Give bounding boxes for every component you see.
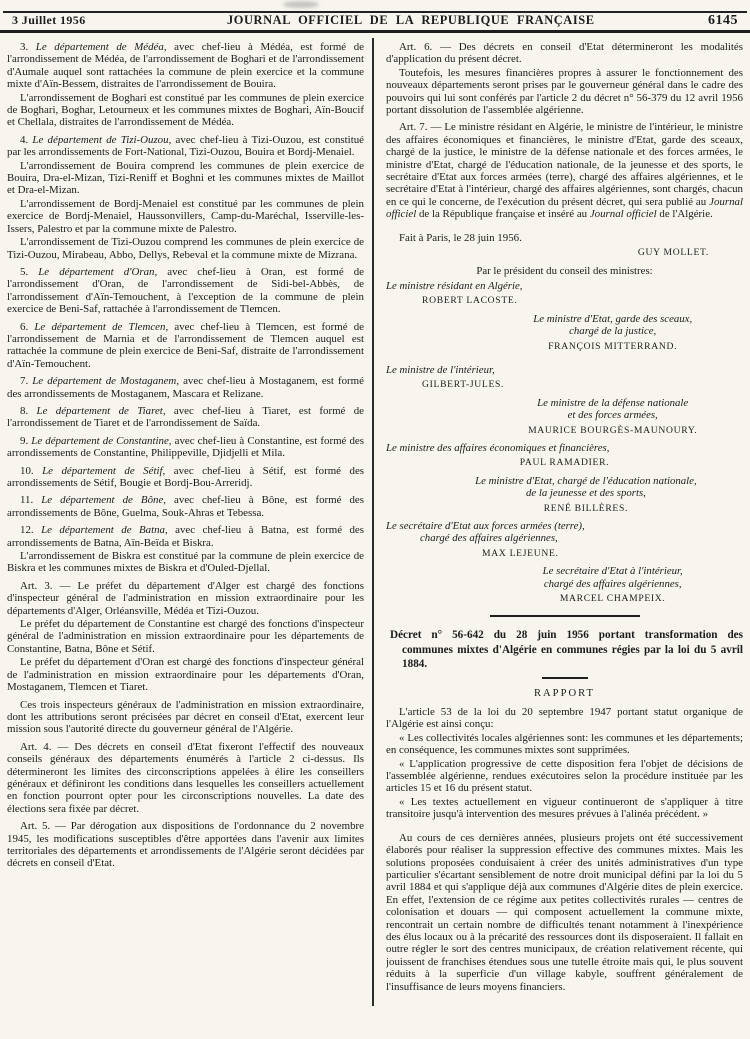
paragraph: L'arrondissement de Tizi-Ouzou comprend les communes de plein exercice de Tizi-Ouzou, Mirabeau, Abbo, Dellys, Rebeval et la commune mixte de Mizrana. [7, 236, 364, 261]
paragraph: Art. 7. — Le ministre résidant en Algérie, le ministre de l'intérieur, le ministre des affaires économiques et financières, le ministre d'Etat, garde des sceaux, chargé de la justice, le ministre de la défense nationale et des forces armées, le ministre d'Etat, chargé de l'éducation nationale, de la jeunesse et des sports, le secrétaire d'Etat aux forces armées (terre), chargé des affaires algériennes, et le secrétaire d'Etat à l'intérieur, chargé des affaires algériennes, sont chargés, chacun en ce qui le concerne, de l'exécution du présent décret, qui sera publié au Journal officiel de la République française et inséré au Journal officiel de l'Algérie. [386, 121, 743, 221]
paragraph: « Les textes actuellement en vigueur continueront de s'appliquer à titre transitoire jusqu'à intervention des mesures prévues à l'alinéa précédent. » [386, 795, 743, 821]
header-bottom-rule [0, 30, 750, 33]
paragraph: « Les collectivités locales algériennes sont: les communes et les départements; en conséquence, les communes mixtes sont supprimées. [386, 731, 743, 757]
paragraph: L'arrondissement de Biskra est constitué par la commune de plein exercice de Biskra et les communes mixtes de Biskra et d'Ouled-Djellal. [7, 550, 364, 575]
paragraph: L'arrondissement de Bouira comprend les communes de plein exercice de Bouira, Dra-el-Mizan, Tizi-Reniff et Boghni et les communes mixtes de Maillot et Dra-el-Mizan. [7, 159, 364, 197]
column-divider [372, 38, 374, 1006]
paragraph: 10. Le département de Sétif, avec chef-lieu à Sétif, est formé des arrondissements de Sétif, Bougie et Bordj-Bou-Arreridj. [7, 464, 364, 489]
paragraph: 4. Le département de Tizi-Ouzou, avec chef-lieu à Tizi-Ouzou, est constitué par les arrondissements de Fort-National, Tizi-Ouzou, Bouira et Bordj-Menaiel. [7, 133, 364, 159]
paragraph: Ces trois inspecteurs généraux de l'administration en mission extraordinaire, dont les attributions seront précisées par décret en conseil d'Etat, exercent leur mission sous l'autorité directe du gouverneur général de l'Algérie. [7, 698, 364, 736]
signature-name: FRANÇOIS MITTERRAND. [548, 340, 678, 352]
issue-date: 3 Juillet 1956 [12, 13, 86, 27]
signature-name: ROBERT LACOSTE. [422, 295, 518, 307]
paragraph: Art. 3. — Le préfet du département d'Alger est chargé des fonctions d'inspecteur général de l'administration en mission extraordinaire pour les départements d'Alger, Orléansville, Médéa et Tizi-Ouzou. [7, 579, 364, 617]
signature-name: GUY MOLLET. [637, 247, 709, 259]
section-rule [490, 615, 640, 617]
journal-title: JOURNAL OFFICIEL DE LA REPUBLIQUE FRANÇAISE [226, 13, 595, 27]
paragraph: L'arrondissement de Bordj-Menaiel est constitué par les communes de plein exercice de Bordj-Menaiel, Haussonvillers, Camp-du-Maréchal, Isserville-les-Issers, Palestro et par la commune mixte de Palestro. [7, 197, 364, 235]
section-rule [542, 677, 588, 679]
paragraph: Le préfet du département d'Oran est chargé des fonctions d'inspecteur général de l'administration en mission extraordinaire pour les départements d'Oran, Mostaganem, Tlemcen et Tiaret. [7, 656, 364, 694]
right-column [386, 40, 743, 1036]
signature-name: PAUL RAMADIER. [519, 457, 610, 469]
paragraph: 3. Le département de Médéa, avec chef-lieu à Médéa, est formé de l'arrondissement de Médéa, de l'arrondissement de Boghari et de l'arrondissement d'Aumale auquel sont rattachées la commune de plein exercice et la commune mixte d'Aïn-Bessem, distraites de l'arrondissement de Bouira. [7, 41, 364, 91]
signature-title: Le ministre résidant en Algérie, [386, 279, 523, 292]
signature-title: Le ministre d'Etat, garde des sceaux, chargé de la justice, [533, 312, 693, 338]
paragraph: Art. 4. — Des décrets en conseil d'Etat fixeront l'effectif des nouveaux conseils généraux des départements énumérés à l'article 2 ci-dessus. Ils détermineront les limites des circonscriptions appelées à élire les conseillers généraux et définiront les conditions dans lesquelles les conseillers actuellement en fonction pourront opter pour les circonscriptions nouvelles. La date des élections sera fixée par décret. [7, 740, 364, 815]
section-heading: RAPPORT [533, 688, 596, 700]
signature-name: RENÉ BILLÈRES. [543, 502, 629, 514]
paragraph: Toutefois, les mesures financières propres à assurer le fonctionnement des nouveaux départements seront prises par le gouverneur général dans le cadre des pouvoirs qui lui sont conférés par l'article 2 du décret n° 56-379 du 12 avril 1956 portant dissolution de l'assemblée algérienne. [386, 66, 743, 117]
paragraph: Au cours de ces dernières années, plusieurs projets ont été successivement élaborés pour réaliser la suppression effective des communes mixtes. Mais les solutions proposées conduisaient à créer des unités administratives d'un type particulier s'écartant sensiblement de notre droit municipal défini par la loi du 5 avril 1884 et qui s'applique déjà aux communes d'Algérie dites de plein exercice. En effet, l'extension de ce régime aux petites collectivités rurales — centres de colonisation et douars — qui composent actuellement la commune mixte, rencontrait un certain nombre de difficultés tenant notamment à l'inexpérience des élus locaux ou à la précarité des ressources dont ils disposeraient. Il fallait en outre régler le sort des centres municipaux, de création relativement récente, qui jouissent de franchises étendues sous une tutelle étroite mais qui, le plus souvent réduits à la superficie d'un village kabyle, souffrent généralement de l'insuffisance de leurs moyens financiers. [386, 831, 743, 993]
signature-title: Le ministre des affaires économiques et financières, [386, 441, 610, 454]
signature-title: Par le président du conseil des ministres: [476, 264, 653, 277]
signature-title: Le secrétaire d'Etat à l'intérieur, chargé des affaires algériennes, [542, 565, 683, 590]
paragraph: L'arrondissement de Boghari est constitué par les communes de plein exercice de Boghari, Boghar, Letourneux et les communes mixtes de Boghari, Aïn-Boucif et Chellala, distraites de l'arrondissement de Médéa. [7, 91, 364, 129]
paragraph: 12. Le département de Batna, avec chef-lieu à Batna, est formé des arrondissements de Batna, Aïn-Beïda et Biskra. [7, 524, 364, 549]
signature-title: Le ministre d'Etat, chargé de l'éducation nationale, de la jeunesse et des sports, [475, 474, 697, 500]
decree-heading: Décret n° 56-642 du 28 juin 1956 portant transformation des communes mixtes d'Algérie en communes régies par la loi du 5 avril 1884. [390, 629, 743, 670]
paragraph: 11. Le département de Bône, avec chef-lieu à Bône, est formé des arrondissements de Bône, Guelma, Souk-Ahras et Tebessa. [7, 494, 364, 519]
left-column [7, 40, 364, 1036]
scan-artifact [283, 1, 319, 8]
paragraph: Fait à Paris, le 28 juin 1956. [399, 231, 522, 244]
signature-name: GILBERT-JULES. [422, 379, 505, 391]
paragraph: « L'application progressive de cette disposition fera l'objet de décisions de l'assemblée algérienne, rendues exécutoires selon la procédure instituée par les articles 15 et 16 du présent statut. [386, 757, 743, 795]
signature-name: MAX LEJEUNE. [482, 547, 559, 559]
signature-name: MAURICE BOURGÈS-MAUNOURY. [528, 424, 698, 436]
paragraph: 8. Le département de Tiaret, avec chef-lieu à Tiaret, est formé de l'arrondissement de Tiaret et de l'arrondissement de Saïda. [7, 404, 364, 430]
signature-title: Le ministre de l'intérieur, [386, 363, 495, 376]
paragraph: Le préfet du département de Constantine est chargé des fonctions d'inspecteur général de l'administration en mission extraordinaire pour les départements de Constantine, Batna, Bône et Sétif. [7, 618, 364, 655]
signature-title: Le secrétaire d'Etat aux forces armées (terre), chargé des affaires algériennes, [386, 520, 585, 545]
signature-name: MARCEL CHAMPEIX. [559, 593, 666, 605]
paragraph: 5. Le département d'Oran, avec chef-lieu à Oran, est formé de l'arrondissement d'Oran, de l'arrondissement de Sidi-bel-Abbès, de l'arrondissement d'Aïn-Temouchent, à l'exception de la commune de plein exercice de Beni-Saf, rattachée à l'arrondissement de Tlemcen. [7, 265, 364, 316]
signature-title: Le ministre de la défense nationale et des forces armées, [537, 396, 689, 422]
page-number: 6145 [708, 13, 738, 28]
paragraph: 9. Le département de Constantine, avec chef-lieu à Constantine, est formé des arrondissements de Constantine, Philippeville, Djidjelli et Mila. [7, 434, 364, 460]
journal-header [0, 13, 750, 29]
paragraph: Art. 6. — Des décrets en conseil d'Etat détermineront les modalités d'application du présent décret. [386, 41, 743, 66]
paragraph: 7. Le département de Mostaganem, avec chef-lieu à Mostaganem, est formé des arrondissements de Mostaganem, Mascara et Relizane. [7, 375, 364, 400]
paragraph: 6. Le département de Tlemcen, avec chef-lieu à Tlemcen, est formé de l'arrondissement de Marnia et de l'arrondissement de Tlemcen auquel est rattachée la commune de plein exercice de Beni-Saf, distraite de l'arrondissement d'Aïn-Temouchent. [7, 320, 364, 370]
paragraph: Art. 5. — Par dérogation aux dispositions de l'ordonnance du 2 novembre 1945, les modifications susceptibles d'être apportées dans l'avenir aux limites territoriales des départements et arrondissements de l'Algérie seront décidées par décrets en conseil d'Etat. [7, 820, 364, 870]
paragraph: L'article 53 de la loi du 20 septembre 1947 portant statut organique de l'Algérie est ainsi conçu: [386, 706, 743, 731]
